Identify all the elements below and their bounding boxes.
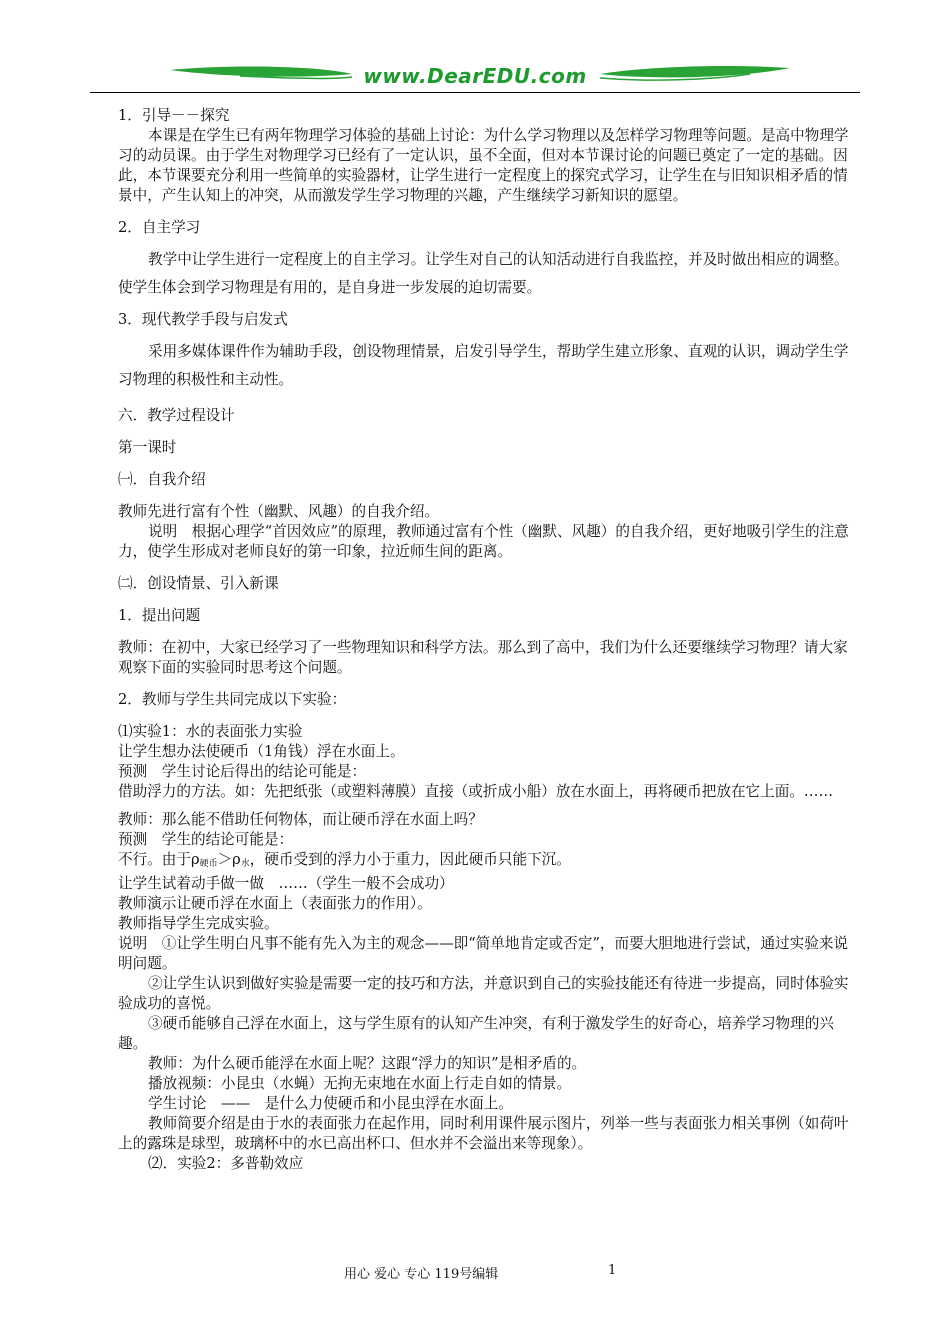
experiment-heading: ⑴实验1：水的表面张力实验 <box>118 723 303 740</box>
sink-explanation: 不行。由于$\rho_{硬币}>\rho_水$，硬币受到的浮力小于重力，因此硬币只能下沉。 <box>118 851 571 869</box>
site-logo-text: www.DearEDU.com <box>363 64 587 88</box>
prediction-line: 预测 学生讨论后得出的结论可能是： <box>118 763 367 780</box>
experiment-heading: ⑵．实验2：多普勒效应 <box>148 1155 304 1172</box>
paragraph: 本课是在学生已有两年物理学习体验的基础上讨论：为什么学习物理以及怎样学习物理等问题。是高中物理学习的动员课。由于学生对物理学习已经有了一定认识，虽不全面，但对本节课讨论的问题已奠定了一定的基础。因此，本节课要充分利用一些简单的实验器材，让学生进行一定程度上的探究式学习，让学生在与旧知识相矛盾的情景中，产生认知上的冲突，从而激发学生学习物理的兴趣，产生继续学习新知识的愿望。 <box>118 127 849 204</box>
paragraph: 教师先进行富有个性（幽默、风趣）的自我介绍。 <box>118 503 440 520</box>
note-paragraph: ③硬币能够自己浮在水面上，这与学生原有的认知产生冲突，有利于激发学生的好奇心，培养学习物理的兴趣。 <box>118 1015 834 1052</box>
lesson-heading: 第一课时 <box>118 439 177 456</box>
note-paragraph: 说明 ①让学生明白凡事不能有先入为主的观念——即“简单地肯定或否定”，而要大胆地进行尝试，通过实验来说明问题。 <box>118 935 849 972</box>
section-heading: 六．教学过程设计 <box>118 407 235 424</box>
item-heading: 2．教师与学生共同完成以下实验： <box>118 691 347 708</box>
item-heading: 1．提出问题 <box>118 607 201 624</box>
subsection-heading: ㈠．自我介绍 <box>118 471 206 488</box>
heading-self-study: 2．自主学习 <box>118 219 201 236</box>
paragraph: 让学生想办法使硬币（1角钱）浮在水面上。 <box>118 743 405 760</box>
paragraph: 教师：在初中，大家已经学习了一些物理知识和科学方法。那么到了高中，我们为什么还要继续学习物理？请大家观察下面的实验同时思考这个问题。 <box>118 639 848 676</box>
note-paragraph: 说明 根据心理学“首因效应”的原理，教师通过富有个性（幽默、风趣）的自我介绍，更好地吸引学生的注意力，使学生形成对老师良好的第一印象，拉近师生间的距离。 <box>118 523 849 560</box>
page-number: 1 <box>608 1263 617 1278</box>
paragraph: 让学生试着动手做一做 ……（学生一般不会成功） <box>118 875 454 892</box>
prediction-line: 预测 学生的结论可能是： <box>118 831 294 848</box>
paragraph: 学生讨论 —— 是什么力使硬币和小昆虫浮在水面上。 <box>148 1095 513 1112</box>
paragraph: 教师指导学生完成实验。 <box>118 915 279 932</box>
paragraph: 播放视频：小昆虫（水蝇）无拘无束地在水面上行走自如的情景。 <box>148 1075 572 1092</box>
paragraph: 教师简要介绍是由于水的表面张力在起作用，同时利用课件展示图片，列举一些与表面张力相关事例（如荷叶上的露珠是球型，玻璃杯中的水已高出杯口、但水并不会溢出来等现象）。 <box>118 1115 849 1152</box>
heading-modern-methods: 3．现代教学手段与启发式 <box>118 311 288 328</box>
paragraph: 教师：为什么硬币能浮在水面上呢？这跟“浮力的知识”是相矛盾的。 <box>148 1055 587 1072</box>
subsection-heading: ㈡．创设情景、引入新课 <box>118 575 279 592</box>
paragraph: 教师演示让硬币浮在水面上（表面张力的作用）。 <box>118 895 432 912</box>
header-rule <box>90 92 860 93</box>
note-paragraph: ②让学生认识到做好实验是需要一定的技巧和方法，并意识到自己的实验技能还有待进一步提高，同时体验实验成功的喜悦。 <box>118 975 849 1012</box>
paragraph: 借助浮力的方法。如：先把纸张（或塑料薄膜）直接（或折成小船）放在水面上，再将硬币把放在它上面。…… <box>118 783 834 800</box>
paragraph: 教学中让学生进行一定程度上的自主学习。让学生对自己的认知活动进行自我监控，并及时做出相应的调整。使学生体会到学习物理是有用的，是自身进一步发展的迫切需要。 <box>118 251 849 296</box>
heading-guide-explore: 1．引导－－探究 <box>118 107 230 124</box>
document-body <box>118 106 860 1174</box>
footer-text: 用心 爱心 专心 119号编辑 <box>344 1267 499 1282</box>
teacher-question: 教师：那么能不借助任何物体，而让硬币浮在水面上吗？ <box>118 811 483 828</box>
page-header <box>90 60 860 96</box>
paragraph: 采用多媒体课件作为辅助手段，创设物理情景，启发引导学生，帮助学生建立形象、直观的认识，调动学生学习物理的积极性和主动性。 <box>118 343 849 388</box>
